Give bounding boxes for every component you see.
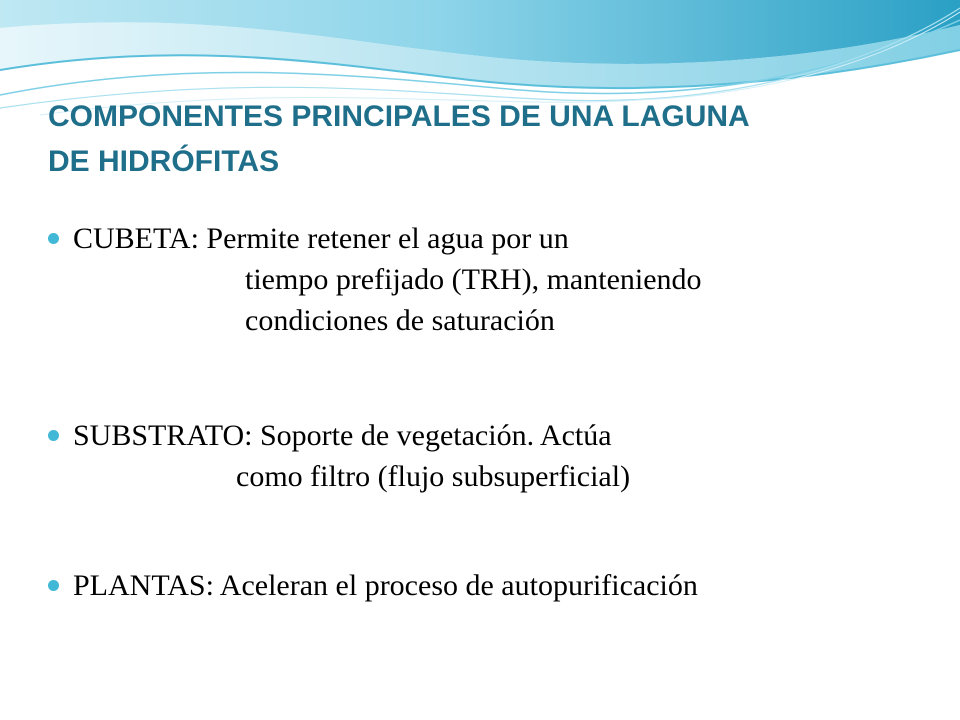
bullet-dot-icon <box>48 430 59 441</box>
slide-title-line-2: DE HIDRÓFITAS <box>48 145 280 178</box>
bullet-item-substrato <box>46 415 926 497</box>
bullet-cubeta-line-1: CUBETA: Permite retener el agua por un <box>73 222 569 255</box>
bullet-dot-icon <box>48 233 59 244</box>
bullet-dot-icon <box>48 580 59 591</box>
bullet-cubeta-line-2: tiempo prefijado (TRH), manteniendo <box>245 263 702 296</box>
bullet-item-plantas <box>46 565 926 606</box>
slide-title-line-1: COMPONENTES PRINCIPALES DE UNA LAGUNA <box>48 100 750 133</box>
bullet-item-cubeta <box>46 218 926 341</box>
slide-title <box>48 94 908 184</box>
bullet-substrato-line-1: SUBSTRATO: Soporte de vegetación. Actúa <box>73 419 612 452</box>
bullet-plantas-line-1: PLANTAS: Aceleran el proceso de autopurificación <box>73 569 698 602</box>
bullet-cubeta-line-3: condiciones de saturación <box>245 304 555 337</box>
bullet-substrato-line-2: como filtro (flujo subsuperficial) <box>236 460 631 493</box>
